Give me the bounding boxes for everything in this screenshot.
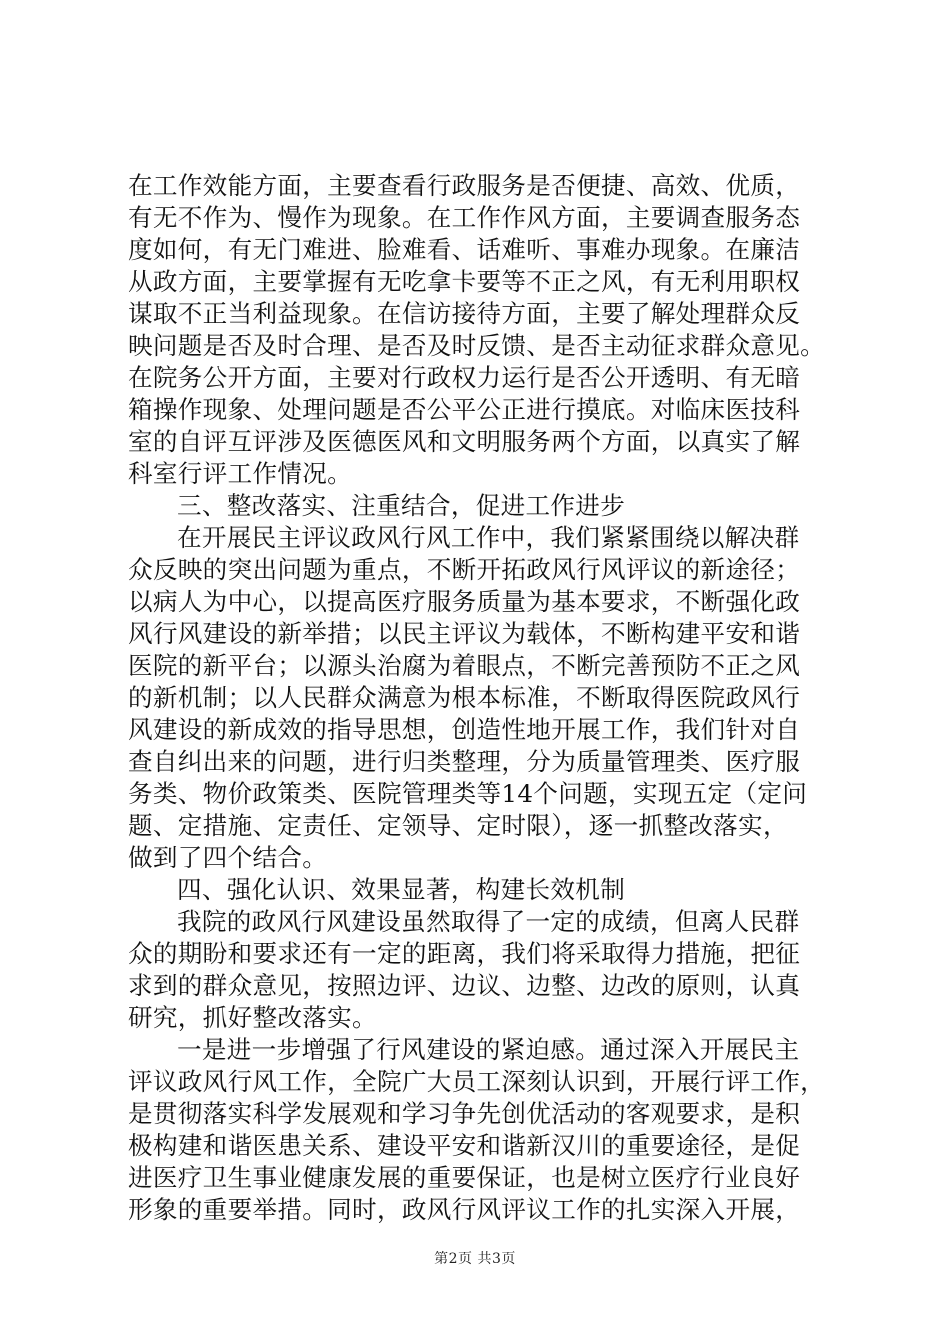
- body-line-29: 评议政风行风工作，全院广大员工深刻认识到，开展行评工作，: [128, 1067, 826, 1096]
- page-footer: [0, 1249, 950, 1269]
- body-line-31: 极构建和谐医患关系、建设平安和谐新汉川的重要途径，是促: [128, 1131, 801, 1160]
- body-line-9: 室的自评互评涉及医德医风和文明服务两个方面，以真实了解: [128, 427, 801, 456]
- body-line-30: 是贯彻落实科学发展观和学习争先创优活动的客观要求，是积: [128, 1099, 801, 1128]
- body-line-22: 做到了四个结合。: [128, 843, 328, 872]
- body-line-20: 务类、物价政策类、医院管理类等14个问题，实现五定（定问: [128, 779, 808, 808]
- document-body: [128, 170, 834, 1226]
- body-line-24: 我院的政风行风建设虽然取得了一定的成绩，但离人民群: [177, 907, 800, 936]
- body-line-14: 以病人为中心，以提高医疗服务质量为基本要求，不断强化政: [128, 587, 801, 616]
- body-line-17: 的新机制；以人民群众满意为根本标准，不断取得医院政风行: [128, 683, 801, 712]
- body-line-16: 医院的新平台；以源头治腐为着眼点，不断完善预防不正之风: [128, 651, 801, 680]
- section-heading-4: 四、强化认识、效果显著，构建长效机制: [177, 875, 626, 904]
- body-line-2: 有无不作为、慢作为现象。在工作作风方面，主要调查服务态: [128, 203, 801, 232]
- body-line-3: 度如何，有无门难进、脸难看、话难听、事难办现象。在廉洁: [128, 235, 801, 264]
- body-line-10: 科室行评工作情况。: [128, 459, 353, 488]
- body-line-33: 形象的重要举措。同时，政风行风评议工作的扎实深入开展，: [128, 1195, 801, 1224]
- body-line-4: 从政方面，主要掌握有无吃拿卡要等不正之风，有无利用职权: [128, 267, 801, 296]
- body-line-6: 映问题是否及时合理、是否及时反馈、是否主动征求群众意见。: [128, 331, 826, 360]
- body-line-27: 研究，抓好整改落实。: [128, 1003, 377, 1032]
- body-line-32: 进医疗卫生事业健康发展的重要保证，也是树立医疗行业良好: [128, 1163, 801, 1192]
- body-line-21: 题、定措施、定责任、定领导、定时限），逐一抓整改落实，: [128, 811, 788, 840]
- body-line-19: 查自纠出来的问题，进行归类整理，分为质量管理类、医疗服: [128, 747, 801, 776]
- section-heading-3: 三、整改落实、注重结合，促进工作进步: [177, 491, 626, 520]
- body-line-15: 风行风建设的新举措；以民主评议为载体，不断构建平安和谐: [128, 619, 801, 648]
- body-line-8: 箱操作现象、处理问题是否公平公正进行摸底。对临床医技科: [128, 395, 801, 424]
- body-line-26: 求到的群众意见，按照边评、边议、边整、边改的原则，认真: [128, 971, 801, 1000]
- body-line-18: 风建设的新成效的指导思想，创造性地开展工作，我们针对自: [128, 715, 801, 744]
- body-line-5: 谋取不正当利益现象。在信访接待方面，主要了解处理群众反: [128, 299, 801, 328]
- body-line-7: 在院务公开方面，主要对行政权力运行是否公开透明、有无暗: [128, 363, 801, 392]
- page-number-label: 第2页 共3页: [434, 1251, 516, 1267]
- body-line-25: 众的期盼和要求还有一定的距离，我们将采取得力措施，把征: [128, 939, 801, 968]
- body-line-1: 在工作效能方面，主要查看行政服务是否便捷、高效、优质，: [128, 171, 801, 200]
- body-line-28: 一是进一步增强了行风建设的紧迫感。通过深入开展民主: [177, 1035, 800, 1064]
- body-line-12: 在开展民主评议政风行风工作中，我们紧紧围绕以解决群: [177, 523, 800, 552]
- body-line-13: 众反映的突出问题为重点，不断开拓政风行风评议的新途径；: [128, 555, 801, 584]
